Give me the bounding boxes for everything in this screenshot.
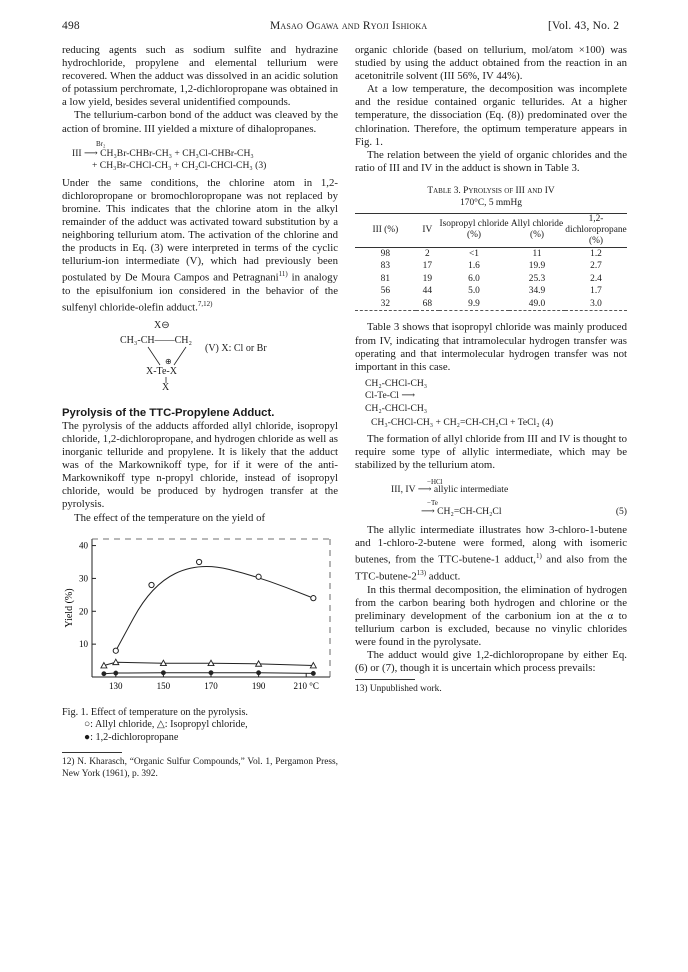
table-row <box>355 247 627 260</box>
table-cell: 68 <box>422 298 433 309</box>
paragraph: The adduct would give 1,2-dichloropropane by either Eq. (6) or (7), though it is uncertain which process prevails: <box>355 649 627 675</box>
table-cell: 5.0 <box>468 286 480 297</box>
figure-caption <box>62 707 338 744</box>
data-point <box>161 670 165 674</box>
paragraph: In this thermal decomposition, the elimination of hydrogen from the carbon bearing both hydrogen and chlorine or the preliminary development of the carbonium ion at the α to tellurium carbon is excluded, because no vinylic chlorides were found in the pyrolysate. <box>355 583 627 649</box>
table-title: Table 3. Pyrolysis of III and IV <box>427 185 555 196</box>
table-cell: 44 <box>422 286 433 297</box>
table-cell: 3.0 <box>590 298 602 309</box>
data-point <box>114 670 118 674</box>
series-line-1 <box>116 566 314 650</box>
footnote: 13) Unpublished work. <box>355 684 442 695</box>
equation-line: Cl-Te-Cl ⟶ <box>365 390 416 402</box>
structure-chain: CH₃-CH——CH₂ <box>120 334 192 346</box>
table-cell: 2.4 <box>590 273 602 284</box>
data-table <box>355 213 627 312</box>
table-body <box>355 247 627 311</box>
equation-line: CH₃-CHCl-CH₃ + CH₂=CH-CH₂Cl + TeCl₂ (4) <box>371 417 554 429</box>
table-cell: 25.3 <box>528 273 546 284</box>
page-number: 498 <box>62 20 80 32</box>
left-column <box>62 44 338 780</box>
paragraph: Under the same conditions, the chlorine atom in 1,2-dichloropropane or bromochloropropane was not replaced by bromine. This indicates that the chlorine atom in the alkyl remainder of the adduct was activated toward substitution by a neighboring tellurium atom. The activation of the chlorine and the products in Eq. (3) were interpreted in terms of the cyclic tellurium-ion intermediate (V), which had previously been postulated by De Moura Campos and Petragnani$^{11)}$ in analogy to the episulfonium ion considered in the behavior of the sulfenyl chloride-olefin adduct.$^{7,12)}$ <box>62 176 338 314</box>
arrow-label: −Te <box>427 499 438 508</box>
table-row <box>355 273 627 286</box>
y-axis-label: Yield (%) <box>64 588 75 628</box>
table-cell: 19.9 <box>528 261 546 272</box>
equation-3 <box>62 140 338 173</box>
x-tick-label: 170 <box>204 680 218 691</box>
data-point <box>102 671 106 675</box>
table-row <box>355 285 627 298</box>
paragraph: The relation between the yield of organic chlorides and the ratio of III and IV in the adduct is shown in Table 3. <box>355 148 627 174</box>
structure-bonds <box>62 319 338 399</box>
equation-5 <box>355 476 627 522</box>
y-tick-label: 30 <box>79 573 88 584</box>
paragraph: The allylic intermediate illustrates how 3-chloro-1-butene and 1-chloro-2-butene were formed, along with isomeric butenes, from the TTC-butene-1 adduct,$^{1)}$ and also from the TTC-butene-2$^{13)}$ adduct. <box>355 524 627 583</box>
structure-anion: X⊖ <box>154 319 170 331</box>
equation-number: (5) <box>615 506 627 518</box>
running-authors: Masao Ogawa and Ryoji Ishioka <box>270 20 428 32</box>
data-point <box>311 595 316 600</box>
x-tick-label: 130 <box>109 680 123 691</box>
figure-1 <box>62 531 338 707</box>
equation-line: ⟶ CH₂=CH-CH₂Cl <box>421 506 502 518</box>
data-point <box>113 648 118 653</box>
y-tick-label: 40 <box>79 540 88 551</box>
data-point <box>149 582 154 587</box>
arrow-label: Br₂ <box>96 139 106 148</box>
table-header: 1,2-dichloropropane (%) <box>565 213 627 246</box>
volume-info: [Vol. 43, No. 2 <box>548 20 620 32</box>
data-point <box>256 670 260 674</box>
table-cell: 49.0 <box>528 298 546 309</box>
paragraph: The pyrolysis of the adducts afforded allyl chloride, isopropyl chloride, 1,2-dichloropropane, and hydrogen chloride as well as inorganic telluride and propylene. It is likely that the adduct was of the Markownikoff type, for if it were of the anti-Markownikoff type n-propyl chloride, instead of isopropyl chloride, would be produced by hydrogen transfer at the pyrolysis. <box>62 419 338 511</box>
caption-title: Fig. 1. Effect of temperature on the pyrolysis. <box>62 706 248 718</box>
table-conditions: 170°C, 5 mmHg <box>460 197 522 208</box>
caption-legend: ●: 1,2-dichloropropane <box>84 731 179 743</box>
structure-halogen: X <box>162 381 170 393</box>
paragraph: The effect of the temperature on the yield of <box>74 511 266 524</box>
table-cell: 2.7 <box>590 261 602 272</box>
paragraph: The tellurium-carbon bond of the adduct was cleaved by the action of bromine. III yielded a mixture of dihalopropanes. <box>62 109 338 135</box>
table-cell: <1 <box>469 248 479 259</box>
table-cell: 6.0 <box>468 273 480 284</box>
table-header: Allyl chloride (%) <box>510 219 564 241</box>
y-tick-label: 20 <box>79 605 88 616</box>
data-point <box>209 670 213 674</box>
x-tick-label: 210 °C <box>293 680 319 691</box>
footnote-rule <box>355 679 415 680</box>
table-3 <box>355 185 627 312</box>
table-cell: 11 <box>532 248 542 259</box>
table-cell: 17 <box>422 261 433 272</box>
data-point <box>197 559 202 564</box>
paragraph: The formation of allyl chloride from III and IV is thought to require some type of allylic intermediate, which may be stabilized by the tellurium atom. <box>355 432 627 471</box>
arrow-label: −HCl <box>427 478 443 487</box>
table-cell: 83 <box>380 261 391 272</box>
table-header-row <box>355 213 627 247</box>
table-cell: 1.2 <box>590 248 602 259</box>
footnote-rule <box>62 752 122 753</box>
x-tick-label: 150 <box>156 680 171 691</box>
table-cell: 32 <box>380 298 391 309</box>
table-cell: 34.9 <box>528 286 546 297</box>
structure-tellurium: X-Te-X <box>146 365 177 377</box>
structure-v <box>62 319 338 399</box>
paragraph: At a low temperature, the decomposition was incomplete and the residue contained organic tellurides. At a higher temperature, the dissociation (Eq. (8)) predominated over the chlorination. Therefore, the optimum temperature appears in Fig. 1. <box>355 83 627 148</box>
equation-line: III ⟶ CH₃Br-CHBr-CH₃ + CH₃Cl-CHBr-CH₃ <box>72 147 254 159</box>
table-header: IV <box>422 224 433 235</box>
paragraph: reducing agents such as sodium sulfite and hydrazine hydrochloride, propylene and elemental tellurium were recovered. When the adduct was dissolved in an acidic solution of potassium perchromate, 1,2-dichloropropane was obtained in a low yield, besides several unidentified compounds. <box>62 44 338 109</box>
table-cell: 2 <box>424 248 430 259</box>
table-row <box>355 260 627 273</box>
equation-line: CH₂-CHCl-CH₃ <box>365 377 428 389</box>
equation-4 <box>355 378 627 430</box>
table-header: III (%) <box>372 224 399 235</box>
equation-line: + CH₃Br-CHCl-CH₃ + CH₂Cl-CHCl-CH₃ (3) <box>92 160 267 172</box>
table-cell: 1.6 <box>468 261 480 272</box>
equation-line: CH₂-CHCl-CH₃ <box>365 402 428 414</box>
table-cell: 98 <box>380 248 391 259</box>
x-tick-label: 190 <box>251 680 266 691</box>
equation-line: III, IV ⟶ allylic intermediate <box>391 484 509 496</box>
data-point <box>256 574 261 579</box>
table-cell: 81 <box>380 273 391 284</box>
structure-charge: ⊕ <box>165 356 172 366</box>
table-cell: 9.9 <box>468 298 480 309</box>
data-point <box>311 671 315 675</box>
y-tick-label: 10 <box>79 638 88 649</box>
caption-legend: ○: Allyl chloride, △: Isopropyl chloride, <box>84 719 248 731</box>
yield-chart <box>62 531 338 703</box>
table-row <box>355 298 627 311</box>
footnote: 12) N. Kharasch, “Organic Sulfur Compounds,” Vol. 1, Pergamon Press, New York (1961), p. 392. <box>62 756 338 779</box>
paragraph: Table 3 shows that isopropyl chloride was mainly produced from IV, indicating that intramolecular hydrogen transfer was operating and that intermolecular hydrogen transfer was not important in this case. <box>355 321 627 373</box>
table-cell: 19 <box>422 273 433 284</box>
paragraph: organic chloride (based on tellurium, mol/atom ×100) was studied by using the adduct obtained from the reaction in an acetonitrile solvent (III 56%, IV 44%). <box>355 44 627 83</box>
table-header: Isopropyl chloride (%) <box>439 219 509 241</box>
right-column <box>355 44 627 695</box>
table-cell: 1.7 <box>590 286 602 297</box>
table-cell: 56 <box>380 286 391 297</box>
structure-label: (V) X: Cl or Br <box>205 342 267 354</box>
section-heading: Pyrolysis of the TTC-Propylene Adduct. <box>62 406 275 419</box>
